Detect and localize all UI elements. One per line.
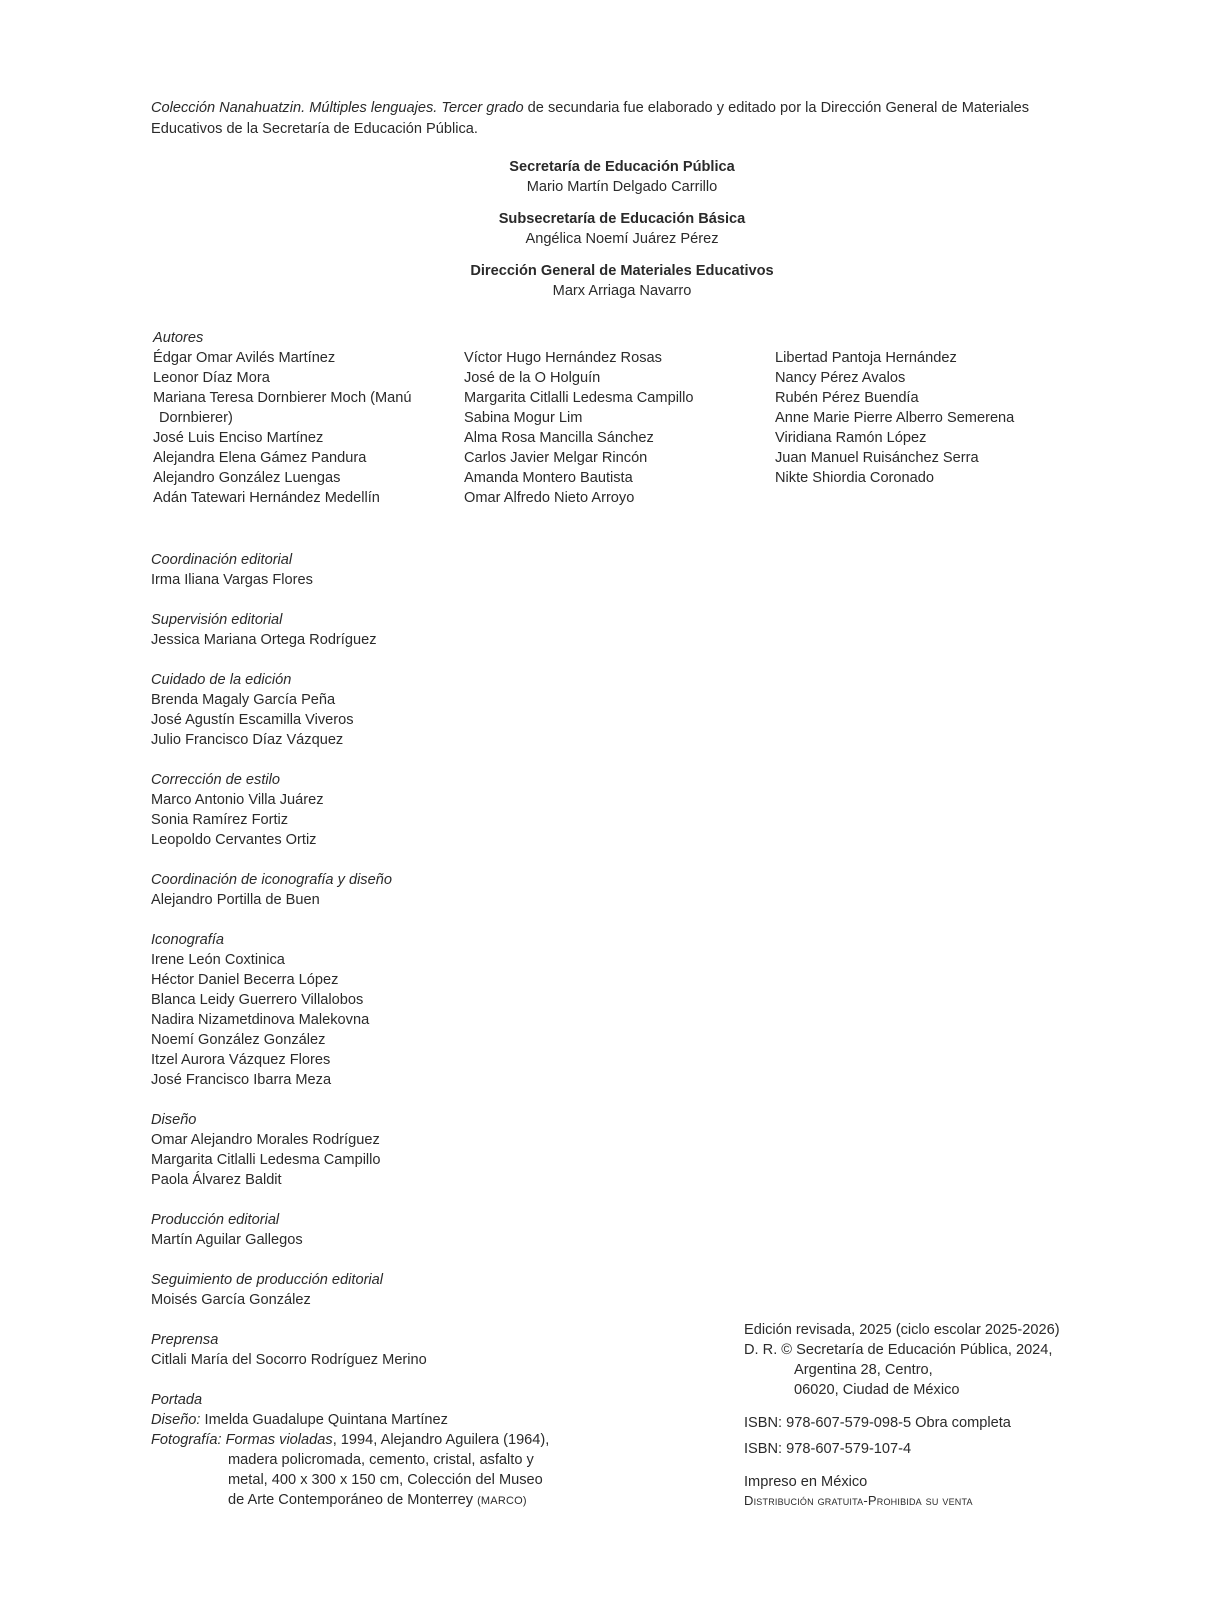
- author-name: Rubén Pérez Buendía: [775, 390, 919, 406]
- portada-photo-details: madera policromada, cemento, cristal, asfalto y: [228, 1452, 534, 1468]
- institution-seb: [0, 209, 1214, 249]
- credit-name: Paola Álvarez Baldit: [151, 1172, 282, 1188]
- institution-heading: Secretaría de Educación Pública: [509, 159, 735, 175]
- address-line: Argentina 28, Centro,: [794, 1362, 933, 1378]
- edition-block: [744, 1320, 1060, 1400]
- author-name: Amanda Montero Bautista: [464, 470, 633, 486]
- isbn-block: [744, 1413, 1011, 1459]
- portada-photo-details-last: [151, 1490, 549, 1511]
- author-name: Juan Manuel Ruisánchez Serra: [775, 450, 979, 466]
- book-title: Colección Nanahuatzin. Múltiples lenguajes. Tercer grado: [151, 100, 524, 116]
- institution-dgme: [0, 261, 1214, 301]
- credit-name: Brenda Magaly García Peña: [151, 692, 336, 708]
- portada-photo-title: Formas violadas: [221, 1432, 333, 1448]
- credit-name: Héctor Daniel Becerra López: [151, 972, 339, 988]
- author-name: Sabina Mogur Lim: [464, 410, 583, 426]
- credit-name: Irene León Coxtinica: [151, 952, 285, 968]
- author-name: Alma Rosa Mancilla Sánchez: [464, 430, 654, 446]
- credit-name: Itzel Aurora Vázquez Flores: [151, 1052, 331, 1068]
- credit-label: Coordinación de iconografía y diseño: [151, 872, 392, 888]
- credit-label: Iconografía: [151, 932, 225, 948]
- institution-heading: Subsecretaría de Educación Básica: [498, 211, 746, 227]
- credit-name: Leopoldo Cervantes Ortiz: [151, 832, 317, 848]
- author-name: Alejandra Elena Gámez Pandura: [153, 450, 367, 466]
- author-name: Libertad Pantoja Hernández: [775, 350, 957, 366]
- institution-head-name: Mario Martín Delgado Carrillo: [526, 179, 718, 195]
- isbn-line: ISBN: 978-607-579-098-5 Obra completa: [744, 1415, 1011, 1431]
- author-name: Nancy Pérez Avalos: [775, 370, 906, 386]
- authors-column-3: [775, 348, 1014, 488]
- authors-column-2: [464, 348, 694, 508]
- author-name: Margarita Citlalli Ledesma Campillo: [464, 390, 694, 406]
- credit-label: Cuidado de la edición: [151, 672, 292, 688]
- credit-name: Blanca Leidy Guerrero Villalobos: [151, 992, 364, 1008]
- institution-head-name: Angélica Noemí Juárez Pérez: [525, 231, 719, 247]
- credit-diseno: [151, 1110, 381, 1190]
- credit-name: Alejandro Portilla de Buen: [151, 892, 320, 908]
- author-name: José Luis Enciso Martínez: [153, 430, 324, 446]
- address-line: 06020, Ciudad de México: [794, 1382, 960, 1398]
- credit-label: Diseño: [151, 1112, 197, 1128]
- credit-name: Martín Aguilar Gallegos: [151, 1232, 303, 1248]
- credit-cuidado-edicion: [151, 670, 354, 750]
- author-name: Víctor Hugo Hernández Rosas: [464, 350, 662, 366]
- credit-name: Moisés García González: [151, 1292, 311, 1308]
- credit-seguimiento-produccion: [151, 1270, 383, 1310]
- institution-head-name: Marx Arriaga Navarro: [552, 283, 692, 299]
- author-name: Édgar Omar Avilés Martínez: [153, 350, 336, 366]
- credit-coordinacion-editorial: [151, 550, 313, 590]
- authors-column-1: [153, 348, 411, 508]
- credit-name: Noemí González González: [151, 1032, 326, 1048]
- portada-design-label: Diseño:: [151, 1412, 201, 1428]
- author-name: Nikte Shiordia Coronado: [775, 470, 934, 486]
- credit-iconografia: [151, 930, 369, 1090]
- credit-portada: [151, 1390, 549, 1511]
- portada-design-name: Imelda Guadalupe Quintana Martínez: [200, 1412, 448, 1428]
- print-block: [744, 1472, 973, 1510]
- credit-label: Preprensa: [151, 1332, 219, 1348]
- credit-preprensa: [151, 1330, 427, 1370]
- credit-name: José Agustín Escamilla Viveros: [151, 712, 354, 728]
- credit-label: Supervisión editorial: [151, 612, 283, 628]
- author-name: Leonor Díaz Mora: [153, 370, 270, 386]
- credit-name: Julio Francisco Díaz Vázquez: [151, 732, 344, 748]
- credit-name: Irma Iliana Vargas Flores: [151, 572, 313, 588]
- credit-label: Producción editorial: [151, 1212, 280, 1228]
- credit-name: Sonia Ramírez Fortiz: [151, 812, 289, 828]
- distribution-notice: Distribución gratuita-Prohibida su venta: [744, 1493, 973, 1508]
- author-name: Anne Marie Pierre Alberro Semerena: [775, 410, 1015, 426]
- intro-paragraph: [151, 98, 1071, 140]
- credit-name: Margarita Citlalli Ledesma Campillo: [151, 1152, 381, 1168]
- credit-label: Coordinación editorial: [151, 552, 293, 568]
- institution-heading: Dirección General de Materiales Educativos: [470, 263, 774, 279]
- credit-name: José Francisco Ibarra Meza: [151, 1072, 332, 1088]
- authors-label: Autores: [153, 330, 204, 346]
- institution-sep: [0, 157, 1214, 197]
- author-name: Mariana Teresa Dornbierer Moch (Manú: [153, 390, 412, 406]
- isbn-line: ISBN: 978-607-579-107-4: [744, 1441, 912, 1457]
- credit-produccion-editorial: [151, 1210, 303, 1250]
- author-name: Alejandro González Luengas: [153, 470, 341, 486]
- credit-label: Corrección de estilo: [151, 772, 280, 788]
- author-name: José de la O Holguín: [464, 370, 601, 386]
- credit-supervision-editorial: [151, 610, 377, 650]
- portada-photo-details: metal, 400 x 300 x 150 cm, Colección del Museo: [228, 1472, 543, 1488]
- credit-name: Omar Alejandro Morales Rodríguez: [151, 1132, 380, 1148]
- author-name: Omar Alfredo Nieto Arroyo: [464, 490, 635, 506]
- author-name: Carlos Javier Melgar Rincón: [464, 450, 648, 466]
- intro-text: de secundaria fue elaborado y editado por la Dirección General de Materiales Educativos de la Secretaría de Educación Pública.: [151, 100, 1030, 137]
- credit-name: Marco Antonio Villa Juárez: [151, 792, 324, 808]
- credit-name: Nadira Nizametdinova Malekovna: [151, 1012, 370, 1028]
- author-name-continued: Dornbierer): [159, 410, 233, 426]
- portada-design-line: [151, 1410, 549, 1430]
- portada-photo-line: [151, 1430, 549, 1450]
- copyright-line: D. R. © Secretaría de Educación Pública, 2024,: [744, 1342, 1053, 1358]
- credit-name: Citlali María del Socorro Rodríguez Merino: [151, 1352, 427, 1368]
- marco-abbreviation: (MARCO): [477, 1495, 527, 1507]
- credit-label: Seguimiento de producción editorial: [151, 1272, 384, 1288]
- portada-photo-details: de Arte Contemporáneo de Monterrey: [228, 1492, 473, 1508]
- credit-label: Portada: [151, 1392, 203, 1408]
- printed-in-line: Impreso en México: [744, 1474, 868, 1490]
- credit-name: Jessica Mariana Ortega Rodríguez: [151, 632, 377, 648]
- credit-correccion-estilo: [151, 770, 324, 850]
- edition-line: Edición revisada, 2025 (ciclo escolar 2025-2026): [744, 1322, 1060, 1338]
- author-name: Adán Tatewari Hernández Medellín: [153, 490, 380, 506]
- portada-photo-details: , 1994, Alejandro Aguilera (1964),: [332, 1432, 550, 1448]
- portada-photo-label: Fotografía:: [151, 1432, 222, 1448]
- author-name: Viridiana Ramón López: [775, 430, 927, 446]
- credit-coordinacion-iconografia: [151, 870, 392, 910]
